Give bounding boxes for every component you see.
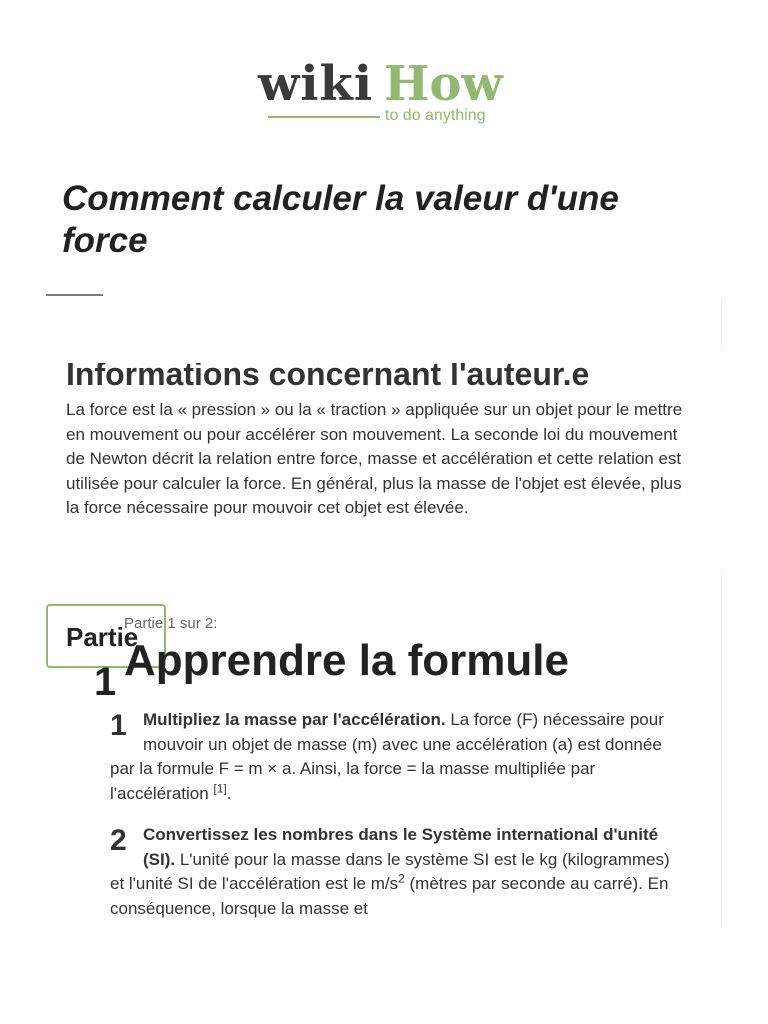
reference-link[interactable]: [1] bbox=[213, 780, 227, 795]
article-intro: La force est la « pression » ou la « traction » appliquée sur un objet pour le mettre en mouvement ou pour accélérer son mouvement. La seconde loi du mouvement de Newton décrit la relation entre force, masse et accélération et cette relation est utilisée pour calculer la force. En général, plus la masse de l'objet est élevée, plus la force nécessaire pour mouvoir cet objet est élevée. bbox=[66, 400, 683, 517]
part-badge-number: 1 bbox=[94, 660, 117, 704]
step-number: 2 bbox=[110, 824, 127, 857]
section-title: Apprendre la formule bbox=[124, 636, 569, 685]
step-text-end: (mètres par seconde au carré). En conséquence, lorsque la masse et bbox=[110, 874, 669, 918]
part-subtitle: Partie 1 sur 2: bbox=[124, 615, 218, 632]
logo-how-text: How bbox=[384, 56, 503, 112]
logo[interactable] bbox=[0, 58, 768, 130]
logo-wiki-text: wiki bbox=[258, 56, 374, 112]
step-heading: Multipliez la masse par l'accélération. bbox=[143, 710, 446, 729]
author-info-heading-clip bbox=[66, 363, 706, 390]
logo-tagline: to do anything bbox=[385, 107, 486, 124]
step-1 bbox=[110, 708, 680, 806]
logo-underline bbox=[268, 116, 380, 118]
step-text: La force (F) nécessaire pour mouvoir un objet de masse (m) avec une accélération (a) est donnée par la formule F = m × a. Ainsi, la force = la masse multipliée par l'accélération bbox=[110, 710, 664, 803]
author-info-heading[interactable]: Informations concernant l'auteur.e bbox=[66, 363, 590, 390]
part-badge-label: Partie bbox=[66, 622, 139, 652]
step-2 bbox=[110, 823, 680, 921]
step-text: L'unité pour la masse dans le système SI est le kg (kilogrammes) et l'unité SI de l'accélération est le m/s bbox=[110, 849, 670, 893]
content-border-right-bottom bbox=[721, 572, 722, 928]
page-title: Comment calculer la valeur d'une force bbox=[62, 179, 619, 260]
title-divider bbox=[46, 294, 103, 296]
step-heading: Convertissez les nombres dans le Système international d'unité (SI). bbox=[143, 825, 659, 869]
content-border-right-top bbox=[721, 298, 722, 348]
step-text-end: . bbox=[226, 783, 232, 803]
step-number: 1 bbox=[110, 709, 127, 742]
superscript-exponent: 2 bbox=[398, 871, 405, 886]
